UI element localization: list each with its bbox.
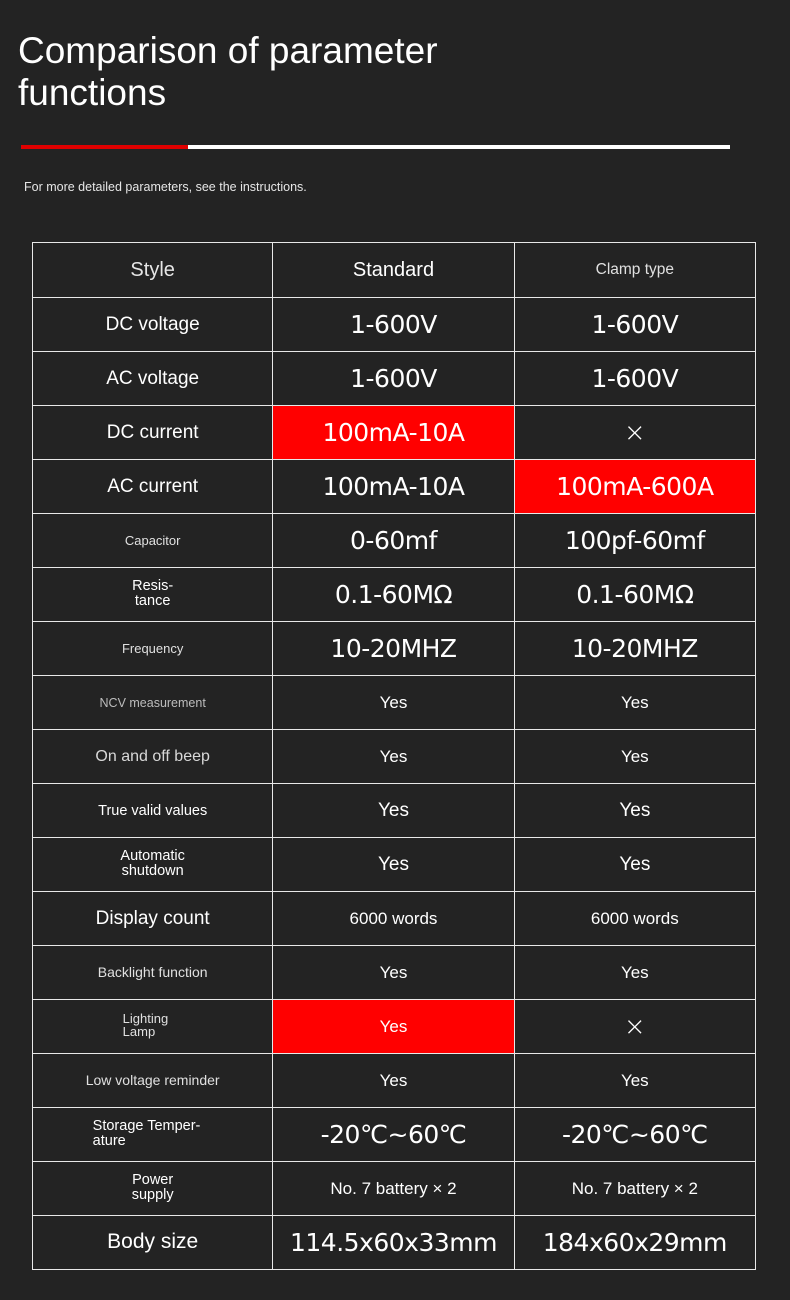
table-row: [33, 784, 756, 838]
clamp-value: Yes: [514, 838, 755, 892]
standard-value: 0.1-60MΩ: [273, 568, 514, 622]
clamp-value: 184x60x29mm: [514, 1216, 755, 1270]
row-label: Body size: [33, 1216, 273, 1270]
row-label: On and off beep: [33, 730, 273, 784]
cross-icon: ×: [623, 417, 646, 448]
standard-value: No. 7 battery × 2: [273, 1162, 514, 1216]
clamp-value: 6000 words: [514, 892, 755, 946]
row-label: Display count: [33, 892, 273, 946]
header-standard: Standard: [273, 243, 514, 298]
table-row: [33, 1054, 756, 1108]
row-label: Frequency: [33, 622, 273, 676]
table-header-row: [33, 243, 756, 298]
row-label: DC current: [33, 406, 273, 460]
table-row: [33, 730, 756, 784]
row-label: Resis-tance: [33, 568, 273, 622]
clamp-value: Yes: [514, 730, 755, 784]
instructions-note: For more detailed parameters, see the instructions.: [24, 180, 307, 194]
table-row: [33, 406, 756, 460]
table-row: [33, 514, 756, 568]
clamp-value: 0.1-60MΩ: [514, 568, 755, 622]
standard-value-highlight: Yes: [273, 1000, 514, 1054]
clamp-value: 1-600V: [514, 298, 755, 352]
standard-value: 114.5x60x33mm: [273, 1216, 514, 1270]
row-label: Automatic shutdown: [33, 838, 273, 892]
clamp-value: 10-20MHZ: [514, 622, 755, 676]
standard-value: 10-20MHZ: [273, 622, 514, 676]
row-label: Power supply: [33, 1162, 273, 1216]
standard-value: 100mA-10A: [273, 460, 514, 514]
title-divider: [188, 145, 730, 149]
row-label: NCV measurement: [33, 676, 273, 730]
comparison-table: [32, 242, 756, 1270]
row-label: AC current: [33, 460, 273, 514]
clamp-value: 100pf-60mf: [514, 514, 755, 568]
row-label: Storage Temper-ature: [33, 1108, 273, 1162]
page-title: Comparison of parameter functions: [18, 30, 438, 113]
table-row: [33, 298, 756, 352]
table-row: [33, 1162, 756, 1216]
standard-value: Yes: [273, 838, 514, 892]
title-divider-accent: [21, 145, 188, 149]
standard-value-highlight: 100mA-10A: [273, 406, 514, 460]
clamp-value-unsupported: [514, 1000, 755, 1054]
table-row: [33, 1000, 756, 1054]
cross-icon: ×: [623, 1011, 646, 1042]
standard-value: Yes: [273, 1054, 514, 1108]
table-row: [33, 676, 756, 730]
table-row: [33, 892, 756, 946]
clamp-value-highlight: 100mA-600A: [514, 460, 755, 514]
clamp-value: -20℃~60℃: [514, 1108, 755, 1162]
row-label: Backlight function: [33, 946, 273, 1000]
standard-value: 1-600V: [273, 298, 514, 352]
row-label: DC voltage: [33, 298, 273, 352]
table-row: [33, 352, 756, 406]
standard-value: 6000 words: [273, 892, 514, 946]
clamp-value: 1-600V: [514, 352, 755, 406]
table-row: [33, 1108, 756, 1162]
clamp-value: Yes: [514, 676, 755, 730]
header-clamp-type: Clamp type: [514, 243, 755, 298]
clamp-value-unsupported: [514, 406, 755, 460]
standard-value: Yes: [273, 676, 514, 730]
header-style: Style: [33, 243, 273, 298]
standard-value: 1-600V: [273, 352, 514, 406]
table-row: [33, 460, 756, 514]
row-label: AC voltage: [33, 352, 273, 406]
standard-value: -20℃~60℃: [273, 1108, 514, 1162]
row-label: Low voltage reminder: [33, 1054, 273, 1108]
standard-value: 0-60mf: [273, 514, 514, 568]
standard-value: Yes: [273, 946, 514, 1000]
standard-value: Yes: [273, 784, 514, 838]
row-label: True valid values: [33, 784, 273, 838]
clamp-value: Yes: [514, 784, 755, 838]
clamp-value: Yes: [514, 946, 755, 1000]
table-row: [33, 946, 756, 1000]
table-row: [33, 622, 756, 676]
clamp-value: No. 7 battery × 2: [514, 1162, 755, 1216]
row-label: Capacitor: [33, 514, 273, 568]
standard-value: Yes: [273, 730, 514, 784]
clamp-value: Yes: [514, 1054, 755, 1108]
table-row: [33, 1216, 756, 1270]
table-row: [33, 838, 756, 892]
row-label: Lighting Lamp: [33, 1000, 273, 1054]
table-row: [33, 568, 756, 622]
